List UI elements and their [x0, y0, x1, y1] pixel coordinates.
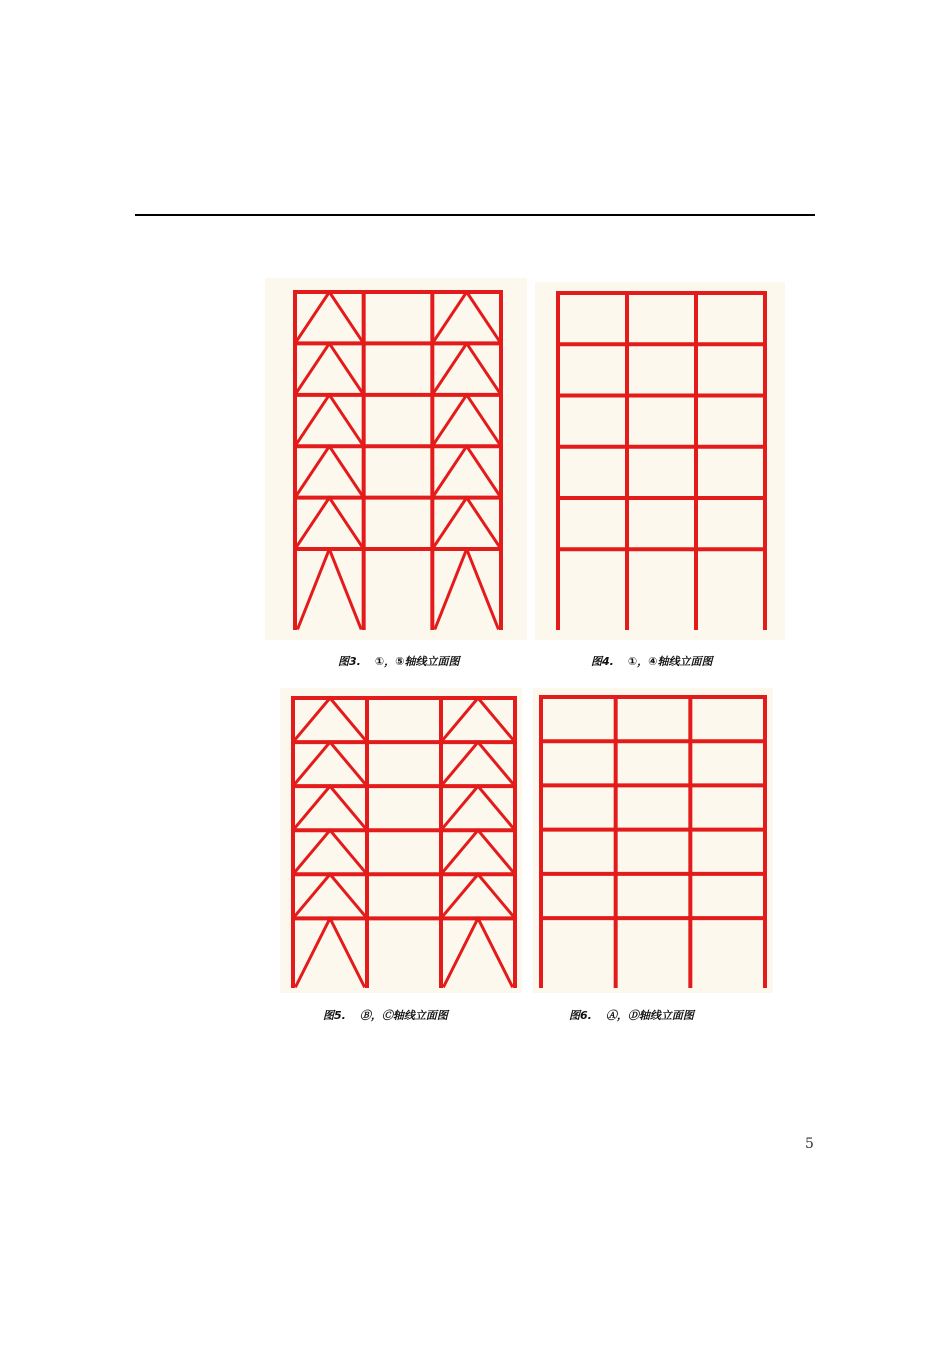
brace — [293, 742, 330, 786]
figure-6-caption — [569, 1007, 694, 1023]
caption-text: ①，⑤轴线立面图 — [374, 655, 460, 668]
figure-5-elevation — [280, 688, 522, 993]
brace — [295, 292, 329, 343]
brace — [330, 742, 367, 786]
brace — [295, 498, 329, 549]
brace — [441, 698, 478, 742]
frame-drawing — [280, 688, 522, 993]
brace — [478, 698, 515, 742]
figure-3-caption — [338, 653, 459, 669]
brace — [329, 292, 363, 343]
figure-4-elevation — [535, 282, 785, 640]
brace — [467, 343, 501, 394]
brace — [441, 742, 478, 786]
caption-number: 图5. — [323, 1009, 346, 1022]
brace — [293, 786, 330, 830]
brace — [295, 395, 329, 446]
figure-6-elevation — [533, 688, 773, 993]
brace — [478, 874, 515, 918]
caption-text: Ⓑ，Ⓒ轴线立面图 — [359, 1009, 448, 1022]
brace — [330, 830, 367, 874]
brace — [432, 498, 466, 549]
page-number: 5 — [805, 1136, 814, 1152]
frame-drawing — [265, 278, 527, 640]
brace — [329, 549, 360, 628]
figure-4-caption — [591, 653, 712, 669]
brace — [432, 343, 466, 394]
brace — [293, 874, 330, 918]
brace — [432, 292, 466, 343]
brace — [329, 446, 363, 497]
brace — [467, 446, 501, 497]
brace — [441, 786, 478, 830]
brace — [330, 698, 367, 742]
brace — [467, 549, 498, 628]
brace — [330, 786, 367, 830]
caption-number: 图6. — [569, 1009, 592, 1022]
brace — [329, 395, 363, 446]
brace — [432, 446, 466, 497]
header-rule — [135, 214, 815, 216]
figure-5-caption — [323, 1007, 448, 1023]
brace — [441, 830, 478, 874]
brace — [330, 874, 367, 918]
brace — [296, 918, 330, 986]
brace — [467, 498, 501, 549]
brace — [467, 395, 501, 446]
caption-number: 图4. — [591, 655, 614, 668]
brace — [295, 343, 329, 394]
brace — [329, 498, 363, 549]
brace — [478, 742, 515, 786]
brace — [441, 874, 478, 918]
brace — [293, 698, 330, 742]
frame-drawing — [533, 688, 773, 993]
brace — [435, 549, 466, 628]
brace — [478, 786, 515, 830]
caption-text: ①，④轴线立面图 — [627, 655, 713, 668]
caption-number: 图3. — [338, 655, 361, 668]
figure-3-elevation — [265, 278, 527, 640]
brace — [298, 549, 329, 628]
brace — [295, 446, 329, 497]
brace — [432, 395, 466, 446]
frame-drawing — [535, 282, 785, 640]
brace — [478, 830, 515, 874]
brace — [444, 918, 478, 986]
caption-text: Ⓐ，Ⓓ轴线立面图 — [605, 1009, 694, 1022]
brace — [478, 918, 512, 986]
brace — [329, 343, 363, 394]
brace — [467, 292, 501, 343]
brace — [293, 830, 330, 874]
brace — [330, 918, 364, 986]
